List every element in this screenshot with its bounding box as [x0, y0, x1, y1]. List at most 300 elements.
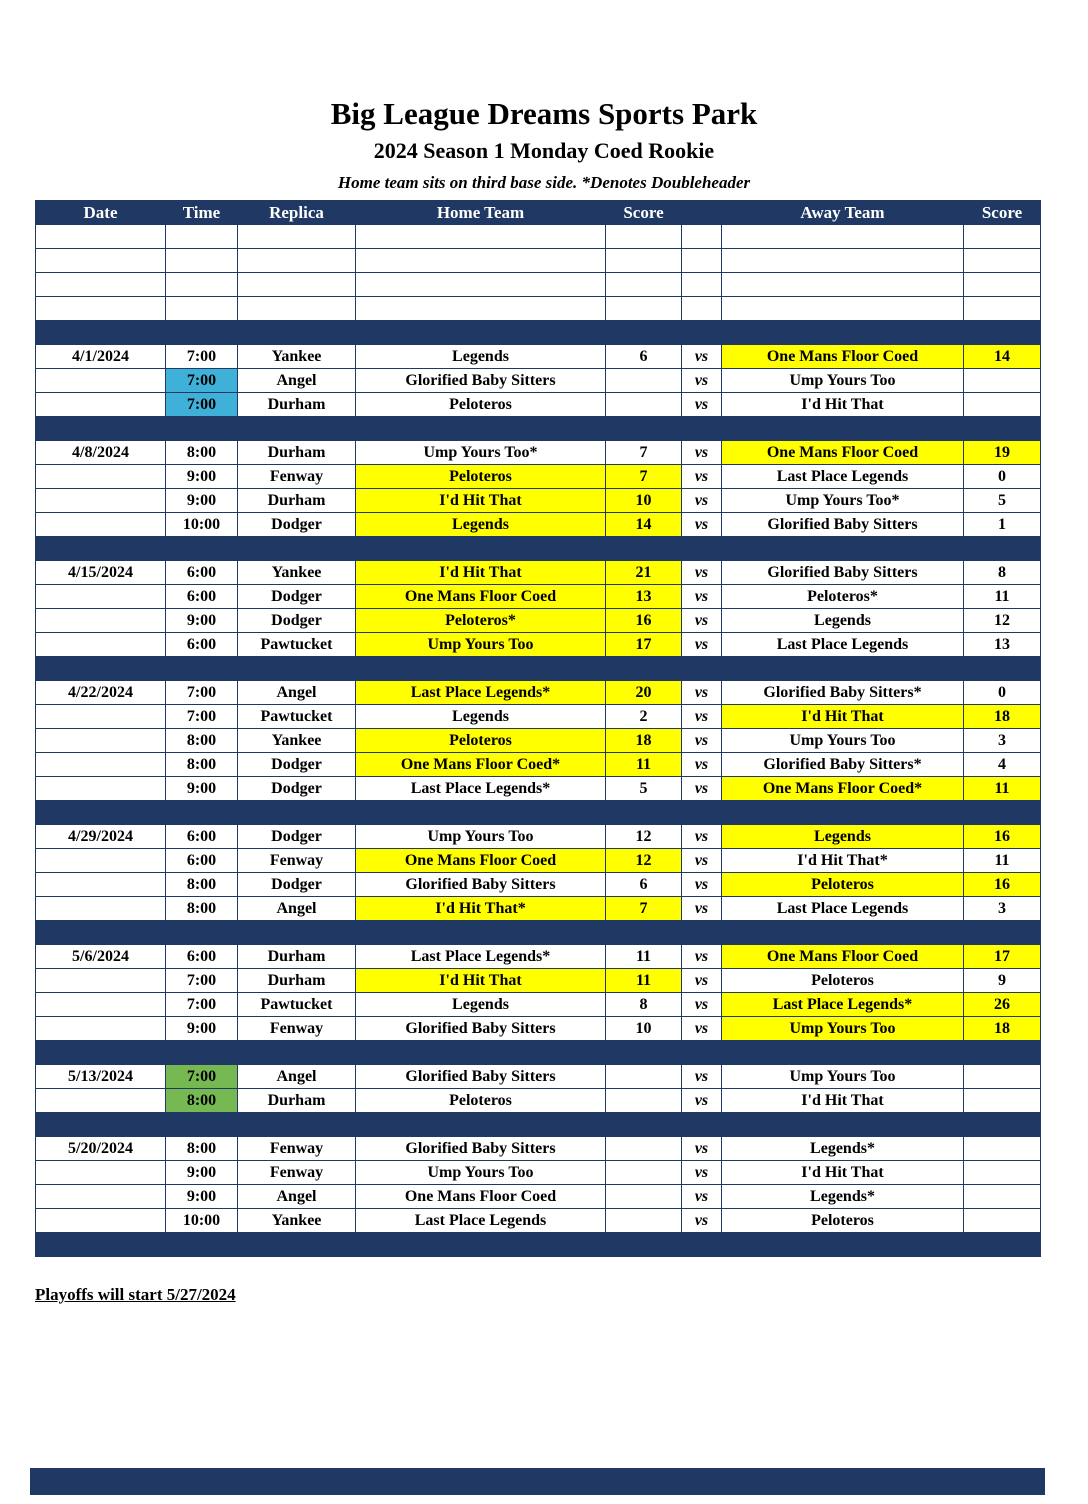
empty-cell	[356, 249, 606, 273]
away-team-cell: Peloteros	[722, 1209, 964, 1233]
away-team-cell: Ump Yours Too	[722, 1017, 964, 1041]
game-row	[36, 1209, 1041, 1233]
date-cell	[36, 753, 166, 777]
home-score-cell: 8	[606, 993, 682, 1017]
away-score-cell	[964, 1161, 1041, 1185]
away-team-cell: Peloteros	[722, 969, 964, 993]
home-score-cell: 6	[606, 345, 682, 369]
vs-cell: vs	[682, 1017, 722, 1041]
away-team-cell: Peloteros*	[722, 585, 964, 609]
date-cell	[36, 777, 166, 801]
away-score-cell: 19	[964, 441, 1041, 465]
date-cell	[36, 393, 166, 417]
replica-cell: Yankee	[238, 729, 356, 753]
away-score-cell: 5	[964, 489, 1041, 513]
away-team-cell: Glorified Baby Sitters*	[722, 681, 964, 705]
game-row	[36, 561, 1041, 585]
empty-cell	[964, 249, 1041, 273]
separator-row	[36, 801, 1041, 825]
replica-cell: Fenway	[238, 849, 356, 873]
date-cell	[36, 1089, 166, 1113]
away-team-cell: Glorified Baby Sitters	[722, 513, 964, 537]
vs-cell: vs	[682, 993, 722, 1017]
away-score-cell: 3	[964, 897, 1041, 921]
away-team-cell: Legends	[722, 825, 964, 849]
replica-cell: Dodger	[238, 753, 356, 777]
game-row	[36, 753, 1041, 777]
vs-cell: vs	[682, 753, 722, 777]
date-cell	[36, 609, 166, 633]
away-team-cell: Ump Yours Too	[722, 729, 964, 753]
empty-cell	[36, 249, 166, 273]
home-team-cell: Peloteros*	[356, 609, 606, 633]
time-cell: 8:00	[166, 897, 238, 921]
time-cell: 8:00	[166, 729, 238, 753]
empty-cell	[36, 273, 166, 297]
game-row	[36, 993, 1041, 1017]
home-score-cell: 5	[606, 777, 682, 801]
time-cell: 9:00	[166, 609, 238, 633]
time-cell: 9:00	[166, 1185, 238, 1209]
away-team-cell: I'd Hit That	[722, 1089, 964, 1113]
away-score-cell: 12	[964, 609, 1041, 633]
home-team-cell: Glorified Baby Sitters	[356, 369, 606, 393]
away-team-cell: I'd Hit That	[722, 393, 964, 417]
away-score-cell: 4	[964, 753, 1041, 777]
game-row	[36, 465, 1041, 489]
vs-cell: vs	[682, 465, 722, 489]
header-row	[36, 201, 1041, 225]
home-team-cell: Legends	[356, 513, 606, 537]
vs-cell: vs	[682, 825, 722, 849]
away-team-cell: One Mans Floor Coed	[722, 441, 964, 465]
empty-cell	[238, 249, 356, 273]
game-row	[36, 777, 1041, 801]
time-cell: 7:00	[166, 681, 238, 705]
vs-cell: vs	[682, 1161, 722, 1185]
time-cell: 7:00	[166, 993, 238, 1017]
home-score-cell	[606, 1065, 682, 1089]
away-score-cell: 11	[964, 585, 1041, 609]
vs-cell: vs	[682, 561, 722, 585]
home-team-cell: Peloteros	[356, 729, 606, 753]
replica-cell: Dodger	[238, 777, 356, 801]
empty-cell	[682, 225, 722, 249]
schedule-page	[0, 96, 1088, 1305]
away-team-cell: Last Place Legends	[722, 465, 964, 489]
empty-cell	[964, 297, 1041, 321]
date-cell	[36, 369, 166, 393]
time-cell: 6:00	[166, 945, 238, 969]
vs-cell: vs	[682, 945, 722, 969]
game-row	[36, 825, 1041, 849]
empty-cell	[356, 225, 606, 249]
replica-cell: Durham	[238, 945, 356, 969]
date-cell	[36, 1209, 166, 1233]
away-score-cell: 0	[964, 681, 1041, 705]
date-cell	[36, 513, 166, 537]
vs-cell: vs	[682, 1209, 722, 1233]
time-cell: 8:00	[166, 753, 238, 777]
game-row	[36, 1185, 1041, 1209]
home-score-cell: 2	[606, 705, 682, 729]
away-team-cell: Glorified Baby Sitters*	[722, 753, 964, 777]
header-cell-home-team: Home Team	[356, 201, 606, 225]
vs-cell: vs	[682, 705, 722, 729]
home-team-cell: Glorified Baby Sitters	[356, 873, 606, 897]
home-team-cell: Ump Yours Too	[356, 825, 606, 849]
home-score-cell: 20	[606, 681, 682, 705]
separator-row	[36, 657, 1041, 681]
empty-cell	[682, 297, 722, 321]
game-row	[36, 705, 1041, 729]
away-score-cell: 26	[964, 993, 1041, 1017]
date-cell: 4/8/2024	[36, 441, 166, 465]
empty-cell	[606, 225, 682, 249]
empty-cell	[682, 273, 722, 297]
away-team-cell: Last Place Legends*	[722, 993, 964, 1017]
date-cell: 5/13/2024	[36, 1065, 166, 1089]
game-row	[36, 945, 1041, 969]
home-score-cell: 17	[606, 633, 682, 657]
empty-cell	[606, 297, 682, 321]
replica-cell: Angel	[238, 681, 356, 705]
home-score-cell	[606, 1161, 682, 1185]
game-row	[36, 393, 1041, 417]
time-cell: 6:00	[166, 633, 238, 657]
home-score-cell: 10	[606, 1017, 682, 1041]
header-cell-away-team: Away Team	[722, 201, 964, 225]
vs-cell: vs	[682, 1137, 722, 1161]
empty-cell	[606, 273, 682, 297]
game-row	[36, 1161, 1041, 1185]
away-score-cell	[964, 1137, 1041, 1161]
away-score-cell	[964, 393, 1041, 417]
vs-cell: vs	[682, 441, 722, 465]
replica-cell: Durham	[238, 393, 356, 417]
separator-cell	[36, 1113, 1041, 1137]
separator-cell	[36, 321, 1041, 345]
home-team-cell: Last Place Legends*	[356, 777, 606, 801]
date-cell: 4/22/2024	[36, 681, 166, 705]
home-team-cell: Legends	[356, 993, 606, 1017]
away-score-cell: 0	[964, 465, 1041, 489]
separator-cell	[36, 921, 1041, 945]
away-score-cell: 13	[964, 633, 1041, 657]
date-cell	[36, 993, 166, 1017]
game-row	[36, 369, 1041, 393]
home-score-cell: 7	[606, 441, 682, 465]
home-score-cell: 6	[606, 873, 682, 897]
vs-cell: vs	[682, 897, 722, 921]
away-score-cell: 9	[964, 969, 1041, 993]
away-team-cell: I'd Hit That*	[722, 849, 964, 873]
header-cell-score: Score	[606, 201, 682, 225]
empty-cell	[166, 225, 238, 249]
away-team-cell: Legends*	[722, 1185, 964, 1209]
replica-cell: Yankee	[238, 1209, 356, 1233]
away-score-cell	[964, 369, 1041, 393]
replica-cell: Dodger	[238, 609, 356, 633]
game-row	[36, 873, 1041, 897]
separator-row	[36, 537, 1041, 561]
vs-cell: vs	[682, 585, 722, 609]
home-team-cell: One Mans Floor Coed	[356, 849, 606, 873]
home-team-cell: One Mans Floor Coed*	[356, 753, 606, 777]
time-cell: 9:00	[166, 1017, 238, 1041]
vs-cell: vs	[682, 489, 722, 513]
away-score-cell: 16	[964, 873, 1041, 897]
time-cell: 9:00	[166, 489, 238, 513]
time-cell: 8:00	[166, 1089, 238, 1113]
game-row	[36, 729, 1041, 753]
replica-cell: Pawtucket	[238, 705, 356, 729]
away-score-cell: 17	[964, 945, 1041, 969]
time-cell: 7:00	[166, 345, 238, 369]
time-cell: 6:00	[166, 825, 238, 849]
header-cell-time: Time	[166, 201, 238, 225]
separator-row	[36, 1233, 1041, 1257]
home-team-cell: Ump Yours Too*	[356, 441, 606, 465]
home-team-cell: Legends	[356, 345, 606, 369]
vs-cell: vs	[682, 513, 722, 537]
away-score-cell	[964, 1065, 1041, 1089]
date-cell	[36, 729, 166, 753]
time-cell: 7:00	[166, 369, 238, 393]
replica-cell: Durham	[238, 489, 356, 513]
away-team-cell: Ump Yours Too	[722, 369, 964, 393]
time-cell: 9:00	[166, 465, 238, 489]
away-score-cell: 8	[964, 561, 1041, 585]
separator-row	[36, 921, 1041, 945]
away-team-cell: Last Place Legends	[722, 897, 964, 921]
game-row	[36, 585, 1041, 609]
date-cell: 4/29/2024	[36, 825, 166, 849]
replica-cell: Angel	[238, 369, 356, 393]
separator-cell	[36, 657, 1041, 681]
empty-cell	[36, 225, 166, 249]
time-cell: 7:00	[166, 1065, 238, 1089]
home-team-cell: Last Place Legends*	[356, 945, 606, 969]
replica-cell: Durham	[238, 441, 356, 465]
replica-cell: Durham	[238, 969, 356, 993]
date-cell	[36, 897, 166, 921]
time-cell: 10:00	[166, 513, 238, 537]
doubleheader-note: Home team sits on third base side. *Denotes Doubleheader	[337, 173, 751, 192]
time-cell: 9:00	[166, 777, 238, 801]
away-score-cell: 14	[964, 345, 1041, 369]
separator-row	[36, 321, 1041, 345]
away-team-cell: I'd Hit That	[722, 705, 964, 729]
replica-cell: Durham	[238, 1089, 356, 1113]
time-cell: 8:00	[166, 873, 238, 897]
away-team-cell: One Mans Floor Coed	[722, 345, 964, 369]
away-score-cell	[964, 1185, 1041, 1209]
home-score-cell: 12	[606, 849, 682, 873]
home-score-cell	[606, 369, 682, 393]
date-cell	[36, 705, 166, 729]
empty-cell	[166, 273, 238, 297]
away-team-cell: One Mans Floor Coed	[722, 945, 964, 969]
time-cell: 6:00	[166, 849, 238, 873]
away-team-cell: Legends*	[722, 1137, 964, 1161]
table-body	[36, 225, 1041, 1257]
home-team-cell: Ump Yours Too	[356, 1161, 606, 1185]
home-team-cell: Last Place Legends*	[356, 681, 606, 705]
vs-cell: vs	[682, 1065, 722, 1089]
vs-cell: vs	[682, 1185, 722, 1209]
home-score-cell	[606, 1137, 682, 1161]
empty-cell	[238, 297, 356, 321]
home-team-cell: I'd Hit That*	[356, 897, 606, 921]
empty-cell	[356, 273, 606, 297]
game-row	[36, 513, 1041, 537]
schedule-table	[35, 200, 1041, 1257]
away-team-cell: Ump Yours Too	[722, 1065, 964, 1089]
home-score-cell: 21	[606, 561, 682, 585]
empty-cell	[722, 225, 964, 249]
replica-cell: Dodger	[238, 825, 356, 849]
home-score-cell	[606, 1185, 682, 1209]
date-cell: 4/1/2024	[36, 345, 166, 369]
home-score-cell: 12	[606, 825, 682, 849]
empty-row	[36, 273, 1041, 297]
away-score-cell: 18	[964, 1017, 1041, 1041]
replica-cell: Fenway	[238, 1161, 356, 1185]
replica-cell: Dodger	[238, 585, 356, 609]
empty-cell	[166, 249, 238, 273]
home-team-cell: I'd Hit That	[356, 969, 606, 993]
game-row	[36, 1089, 1041, 1113]
away-team-cell: Peloteros	[722, 873, 964, 897]
time-cell: 6:00	[166, 561, 238, 585]
replica-cell: Dodger	[238, 513, 356, 537]
time-cell: 7:00	[166, 393, 238, 417]
home-score-cell: 11	[606, 969, 682, 993]
replica-cell: Pawtucket	[238, 633, 356, 657]
game-row	[36, 1017, 1041, 1041]
vs-cell: vs	[682, 681, 722, 705]
away-score-cell	[964, 1209, 1041, 1233]
page-subtitle: 2024 Season 1 Monday Coed Rookie	[373, 138, 715, 163]
date-cell	[36, 489, 166, 513]
vs-cell: vs	[682, 369, 722, 393]
date-cell	[36, 849, 166, 873]
date-cell	[36, 969, 166, 993]
vs-cell: vs	[682, 393, 722, 417]
vs-cell: vs	[682, 777, 722, 801]
replica-cell: Pawtucket	[238, 993, 356, 1017]
home-team-cell: Glorified Baby Sitters	[356, 1137, 606, 1161]
away-score-cell: 3	[964, 729, 1041, 753]
home-team-cell: I'd Hit That	[356, 489, 606, 513]
date-cell: 4/15/2024	[36, 561, 166, 585]
away-score-cell: 16	[964, 825, 1041, 849]
separator-row	[36, 1113, 1041, 1137]
time-cell: 8:00	[166, 1137, 238, 1161]
vs-cell: vs	[682, 969, 722, 993]
away-team-cell: One Mans Floor Coed*	[722, 777, 964, 801]
vs-cell: vs	[682, 633, 722, 657]
separator-cell	[36, 417, 1041, 441]
away-team-cell: Legends	[722, 609, 964, 633]
home-score-cell: 18	[606, 729, 682, 753]
empty-cell	[964, 225, 1041, 249]
separator-cell	[36, 1233, 1041, 1257]
game-row	[36, 609, 1041, 633]
date-cell	[36, 465, 166, 489]
game-row	[36, 441, 1041, 465]
empty-row	[36, 225, 1041, 249]
home-team-cell: Peloteros	[356, 393, 606, 417]
bottom-bar	[30, 1468, 1045, 1495]
game-row	[36, 849, 1041, 873]
empty-cell	[166, 297, 238, 321]
home-score-cell	[606, 1209, 682, 1233]
time-cell: 8:00	[166, 441, 238, 465]
date-cell	[36, 1185, 166, 1209]
page-title: Big League Dreams Sports Park	[330, 96, 758, 131]
home-score-cell: 14	[606, 513, 682, 537]
replica-cell: Dodger	[238, 873, 356, 897]
replica-cell: Fenway	[238, 1137, 356, 1161]
game-row	[36, 345, 1041, 369]
time-cell: 9:00	[166, 1161, 238, 1185]
game-row	[36, 633, 1041, 657]
away-score-cell: 1	[964, 513, 1041, 537]
vs-cell: vs	[682, 729, 722, 753]
vs-cell: vs	[682, 873, 722, 897]
game-row	[36, 681, 1041, 705]
away-team-cell: Glorified Baby Sitters	[722, 561, 964, 585]
replica-cell: Yankee	[238, 345, 356, 369]
away-score-cell: 11	[964, 777, 1041, 801]
home-team-cell: Glorified Baby Sitters	[356, 1065, 606, 1089]
empty-cell	[722, 297, 964, 321]
away-team-cell: I'd Hit That	[722, 1161, 964, 1185]
home-score-cell: 11	[606, 753, 682, 777]
game-row	[36, 897, 1041, 921]
time-cell: 7:00	[166, 705, 238, 729]
game-row	[36, 1137, 1041, 1161]
playoffs-note: Playoffs will start 5/27/2024	[35, 1285, 236, 1304]
empty-cell	[606, 249, 682, 273]
empty-cell	[722, 249, 964, 273]
home-team-cell: Last Place Legends	[356, 1209, 606, 1233]
date-cell	[36, 1017, 166, 1041]
separator-cell	[36, 537, 1041, 561]
away-score-cell: 18	[964, 705, 1041, 729]
game-row	[36, 1065, 1041, 1089]
game-row	[36, 489, 1041, 513]
home-score-cell: 7	[606, 465, 682, 489]
empty-cell	[964, 273, 1041, 297]
home-score-cell	[606, 1089, 682, 1113]
home-team-cell: Peloteros	[356, 1089, 606, 1113]
home-team-cell: Legends	[356, 705, 606, 729]
home-score-cell	[606, 393, 682, 417]
header-cell-date: Date	[36, 201, 166, 225]
vs-cell: vs	[682, 1089, 722, 1113]
home-team-cell: I'd Hit That	[356, 561, 606, 585]
replica-cell: Angel	[238, 1185, 356, 1209]
separator-cell	[36, 801, 1041, 825]
separator-row	[36, 1041, 1041, 1065]
date-cell	[36, 1161, 166, 1185]
header-cell-vs	[682, 201, 722, 225]
home-score-cell: 7	[606, 897, 682, 921]
away-score-cell	[964, 1089, 1041, 1113]
